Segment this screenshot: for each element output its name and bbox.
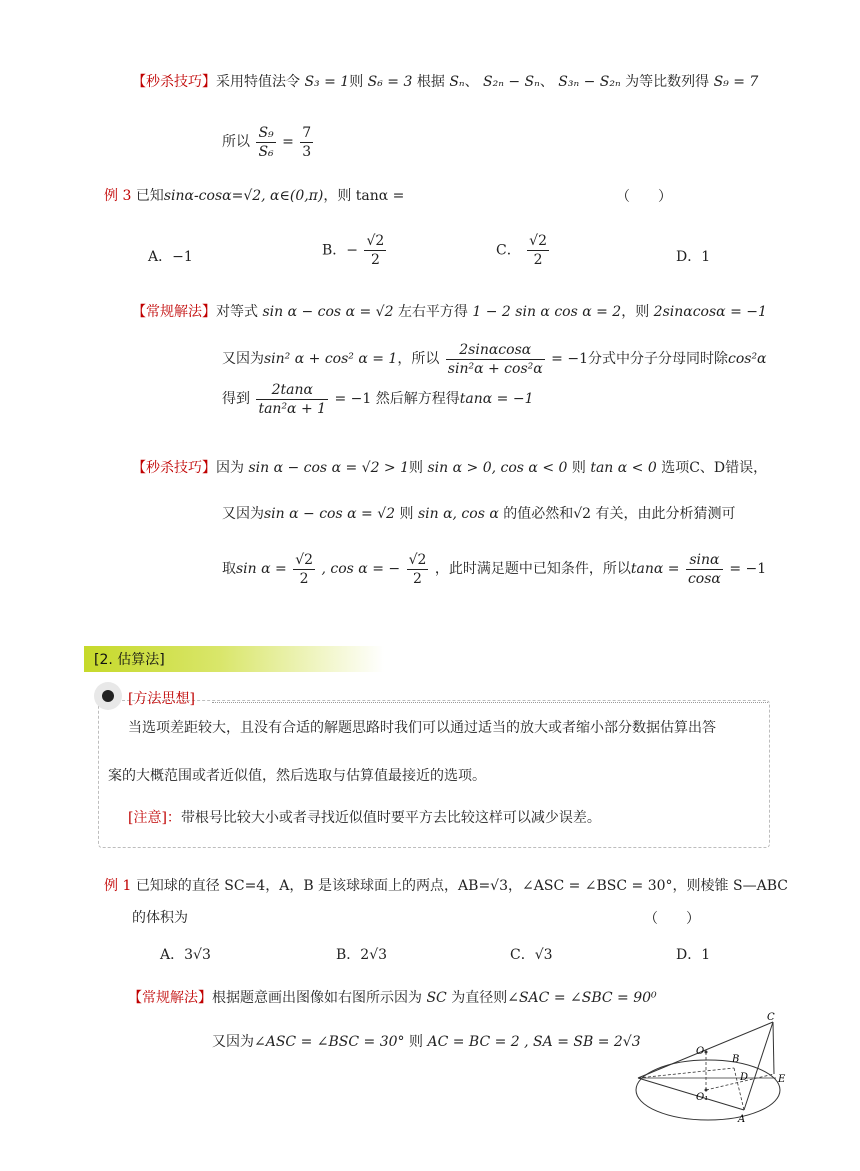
fraction-7-3: $\frac{7}{3}$ [302, 124, 312, 160]
section-header-estimation [84, 646, 384, 672]
edge-sa [638, 1078, 744, 1110]
edge-sc [638, 1022, 773, 1078]
svg-text:O: O [696, 1046, 705, 1057]
trick-line-1: 【秒杀技巧】采用特值法令 S₃ = 1则 S₆ = 3 根据 Sₙ、 S₂ₙ − Sₙ、 S₃ₙ − S₂ₙ 为等比数列得 S₉ = 7 [132, 74, 759, 90]
edge-ca [744, 1022, 773, 1110]
example-1-line-2: 的体积为 [132, 910, 188, 926]
svg-text:B: B [732, 1054, 740, 1065]
svg-text:O₁: O₁ [696, 1092, 709, 1103]
trick3-line-3: 取sin α = $\frac{√2}{2}$ , cos α = − $\frac{√2}{2}$ ，此时满足题中已知条件，所以tanα = $\frac{\sin\alpha}{\cos\alpha}$ = −1 [222, 551, 767, 587]
trick3-line-2: 又因为sin α − cos α = √2 则 sin α, cos α 的值必然和√2 有关，由此分析猜测可 [222, 506, 736, 522]
trick-tag: 【秒杀技巧】 [132, 74, 216, 90]
normal-line-1: 【常规解法】对等式 sin α − cos α = √2 左右平方得 1 − 2 sin α cos α = 2，则 2sinαcosα = −1 [132, 304, 767, 320]
edge-sb [638, 1068, 734, 1078]
option-a: A．3√3 [160, 947, 211, 963]
normal-line-2: 又因为sin² α + cos² α = 1，所以 $\frac{2\sin\alpha\cos\alpha}{\text{sin²α + cos²α}}$ = −1分式中分子分母同时除cos²α [222, 341, 767, 377]
option-d: D．1 [676, 249, 711, 265]
option-a: A．−1 [148, 249, 193, 265]
option-c: C．√3 [510, 947, 553, 963]
answer-paren: （ ） [616, 189, 672, 205]
example-3-stem: 例 3 已知sinα-cosα=√2, α∈(0,π)，则 tanα = [104, 188, 405, 204]
sphere-ellipse [636, 1060, 780, 1120]
example-1-line-1: 例 1 已知球的直径 SC=4，A，B 是该球球面上的两点，AB=√3，∠ASC = ∠BSC = 30°，则棱锥 S—ABC [104, 878, 788, 894]
trick-tag: 【秒杀技巧】 [132, 460, 216, 476]
section-title: [2. 估算法] [94, 652, 165, 668]
trick-line-2: 所以 $\frac{\text{S₉}}{\text{S₆}}$ = $\frac{7}{3}$ [222, 124, 312, 160]
normal1-line-2: 又因为∠ASC = ∠BSC = 30° 则 AC = BC = 2 , SA = SB = 2√3 [212, 1034, 641, 1050]
method-para-2: 案的大概范围或者近似值，然后选取与估算值最接近的选项。 [108, 768, 486, 784]
method-note: [注意]：带根号比较大小或者寻找近似值时要平方去比较这样可以减少误差。 [128, 810, 601, 826]
fraction-s9-s6: $\frac{\text{S₉}}{\text{S₆}}$ [258, 124, 274, 160]
method-para-1: 当选项差距较大，且没有合适的解题思路时我们可以通过适当的放大或者缩小部分数据估算出答 [128, 720, 716, 736]
option-b: B．− $\frac{√2}{2}$ [322, 233, 385, 268]
svg-text:E: E [778, 1074, 786, 1085]
normal1-line-1: 【常规解法】根据题意画出图像如右图所示因为 SC 为直径则∠SAC = ∠SBC = 90⁰ [128, 990, 657, 1006]
bullet-icon [94, 682, 122, 710]
normal-line-3: 得到 $\frac{2\tan\alpha}{\text{tan²α + 1}}$ = −1 然后解方程得tanα = −1 [222, 381, 534, 417]
svg-text:A: A [738, 1114, 746, 1125]
option-d: D．1 [676, 947, 711, 963]
option-c: C． $\frac{√2}{2}$ [496, 233, 547, 268]
trick3-line-1: 【秒杀技巧】因为 sin α − cos α = √2 > 1则 sin α > 0, cos α < 0 则 tan α < 0 选项C、D错误， [132, 460, 768, 476]
option-b: B．2√3 [336, 947, 388, 963]
example-label: 例 3 [104, 188, 132, 204]
answer-paren: （ ） [644, 911, 700, 927]
svg-text:D: D [740, 1072, 749, 1083]
point-o [705, 1051, 708, 1054]
svg-text:C: C [767, 1012, 775, 1023]
method-title: [方法思想] [128, 691, 195, 707]
normal-tag: 【常规解法】 [132, 304, 216, 320]
sphere-pyramid-figure [628, 1010, 800, 1160]
edge-ce [773, 1022, 774, 1074]
example-label: 例 1 [104, 878, 132, 894]
normal-tag: 【常规解法】 [128, 990, 212, 1006]
divider [212, 702, 768, 703]
